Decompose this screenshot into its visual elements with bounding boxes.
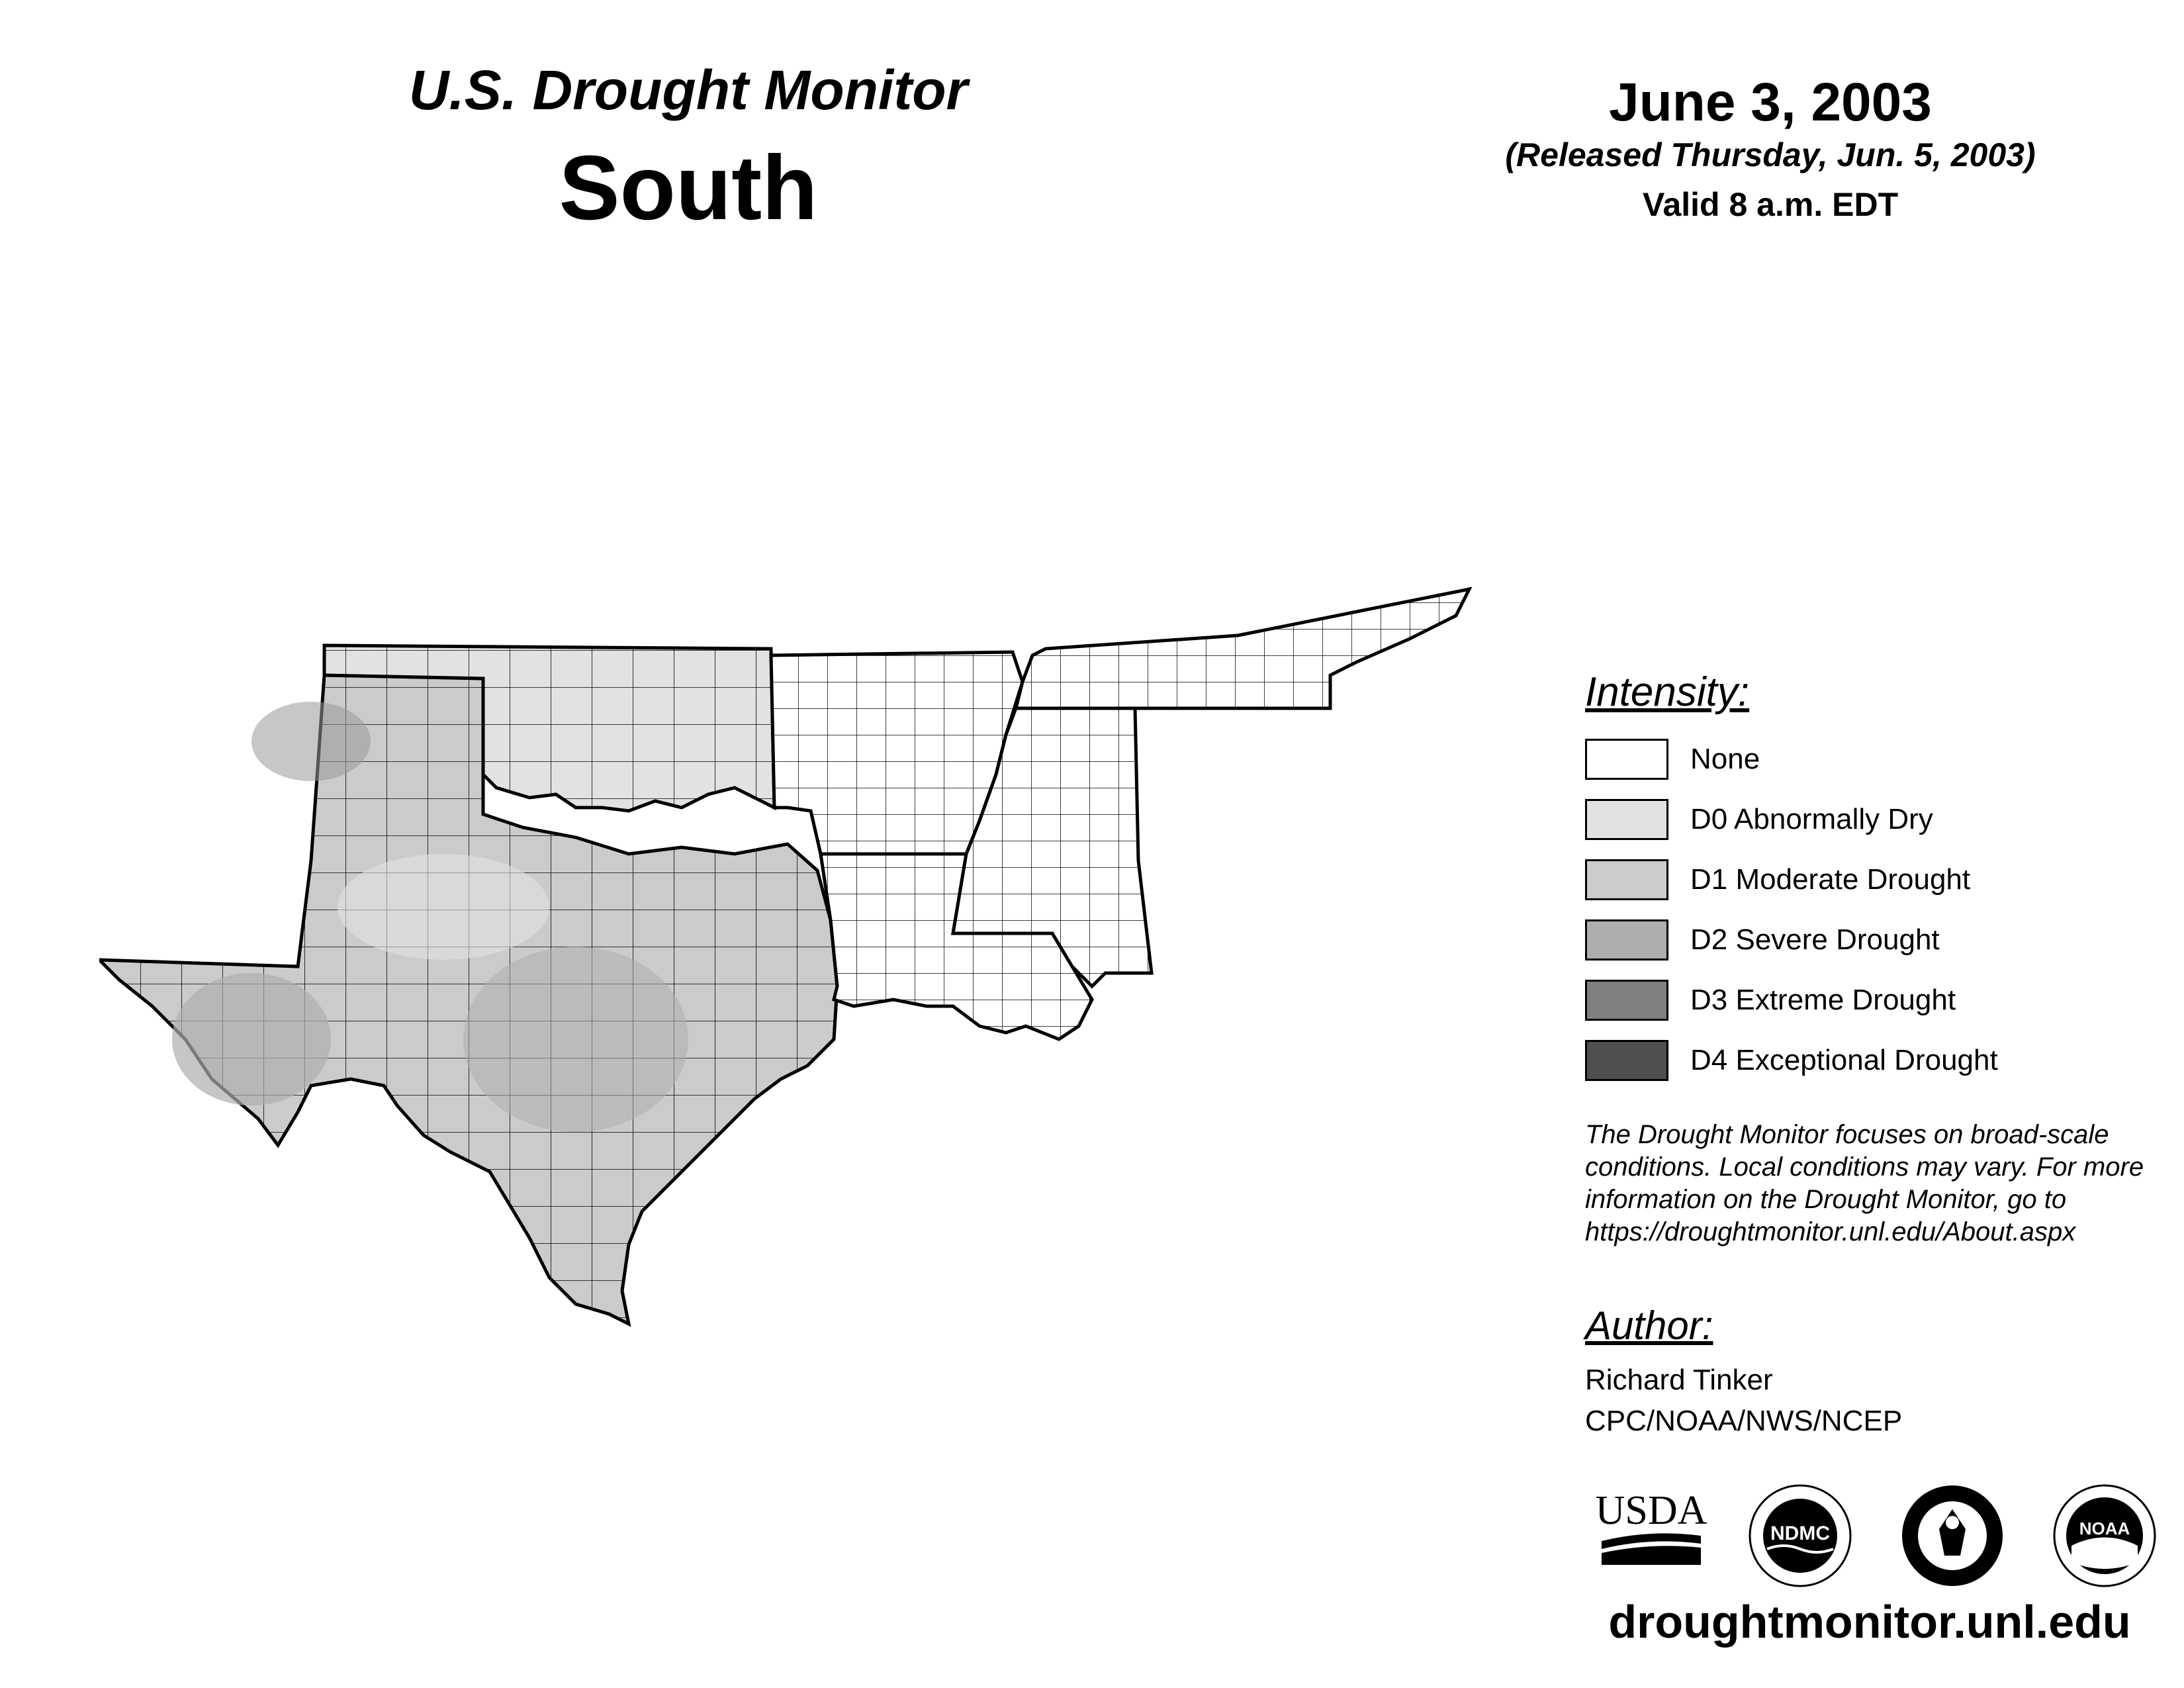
author-name: Richard Tinker <box>1585 1364 1773 1396</box>
noaa-logo-text: NOAA <box>2079 1519 2130 1538</box>
commerce-seal-logo <box>1899 1483 2005 1589</box>
disclaimer-note: The Drought Monitor focuses on broad-scale conditions. Local conditions may vary. For more information on the Drought Monitor, go to https://droughtmonitor.unl.edu/About.aspx <box>1585 1120 2144 1246</box>
legend-item-d2 <box>1585 917 1940 963</box>
ndmc-logo <box>1747 1483 1853 1589</box>
legend-label: D0 Abnormally Dry <box>1690 803 1933 835</box>
legend-label: D2 Severe Drought <box>1690 923 1940 956</box>
region-title: South <box>559 137 818 239</box>
noaa-logo <box>2052 1483 2158 1589</box>
legend-label: D4 Exceptional Drought <box>1690 1044 1998 1076</box>
valid-time: Valid 8 a.m. EDT <box>1642 186 1899 223</box>
legend-item-none <box>1585 736 1760 782</box>
legend-label: D1 Moderate Drought <box>1690 863 1971 896</box>
release-date: (Released Thursday, Jun. 5, 2003) <box>1505 136 2036 173</box>
legend-swatch <box>1585 919 1668 961</box>
legend-swatch <box>1585 1040 1668 1081</box>
state-tennessee <box>1016 589 1469 708</box>
legend-item-d4 <box>1585 1037 1998 1084</box>
legend-item-d0 <box>1585 796 1933 843</box>
legend-label: None <box>1690 743 1760 775</box>
legend-swatch <box>1585 859 1668 900</box>
legend-swatch <box>1585 799 1668 840</box>
legend-swatch <box>1585 980 1668 1021</box>
drought-map <box>99 576 1482 1410</box>
map-title: U.S. Drought Monitor <box>408 59 968 121</box>
usda-logo <box>1595 1483 1707 1569</box>
legend-swatch <box>1585 739 1668 780</box>
legend-heading: Intensity: <box>1585 669 1750 715</box>
legend-item-d1 <box>1585 857 1970 903</box>
usda-logo-text: USDA <box>1595 1488 1707 1533</box>
author-heading: Author: <box>1585 1303 1713 1348</box>
author-org: CPC/NOAA/NWS/NCEP <box>1585 1405 1903 1437</box>
legend-item-d3 <box>1585 977 1956 1023</box>
legend-label: D3 Extreme Drought <box>1690 984 1956 1016</box>
map-date: June 3, 2003 <box>1609 72 1932 132</box>
ndmc-logo-text: NDMC <box>1770 1523 1830 1544</box>
website-link[interactable]: droughtmonitor.unl.edu <box>1608 1596 2131 1648</box>
